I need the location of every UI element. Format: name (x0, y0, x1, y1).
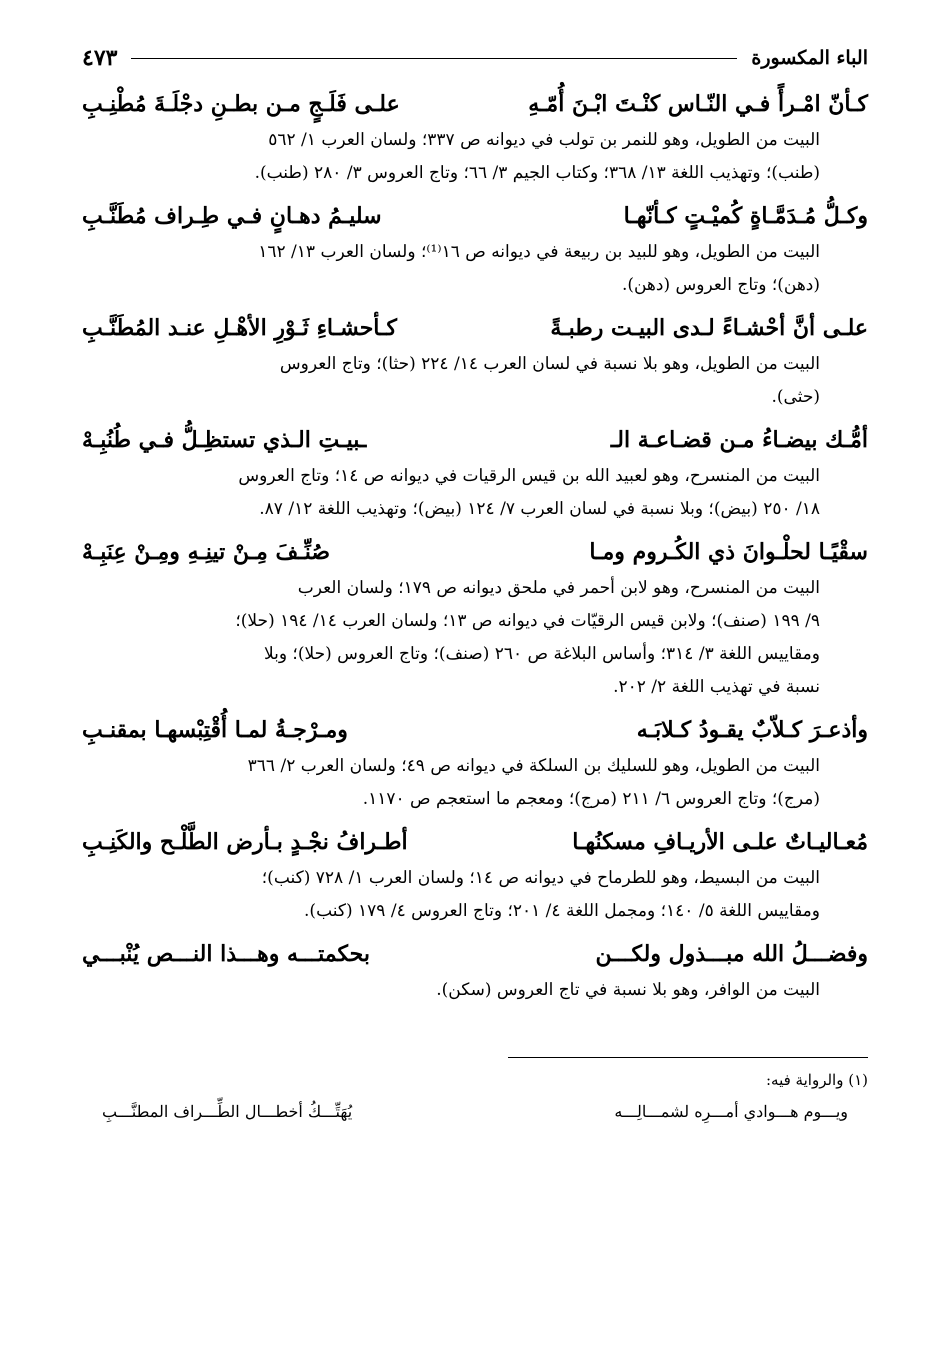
poetry-entry (82, 308, 868, 414)
footnote-label: (١) والرواية فيه: (766, 1071, 868, 1089)
verse-source-note (82, 124, 868, 190)
verse-line (82, 420, 868, 460)
poetry-entry (82, 84, 868, 190)
hemistich-second: ـبيـتِ الـذي تستظِـلُّ فـي طُنُبِـهْ (82, 427, 367, 453)
footnote (82, 1066, 868, 1130)
note-line: البيت من المنسرح، وهو لابن أحمر في ملحق ديوانه ص ١٧٩؛ ولسان العرب (297, 578, 820, 598)
hemistich-first: سقْيًـا لحلْـوانَ ذي الكُـروم ومـا (589, 539, 868, 565)
poetry-entry (82, 196, 868, 302)
hemistich-second: سليـمُ دهـانٍ فـي طِـراف مُطَنَّـبِ (82, 203, 382, 229)
note-line: ومقاييس اللغة ٥/ ١٤٠؛ ومجمل اللغة ٤/ ٢٠١؛ وتاج العروس ٤/ ١٧٩ (كنب). (304, 901, 820, 921)
verse-source-note (82, 348, 868, 414)
note-line: البيت من الطويل، وهو بلا نسبة في لسان العرب ١٤/ ٢٢٤ (حثا)؛ وتاج العروس (279, 354, 820, 374)
poetry-entry (82, 532, 868, 704)
hemistich-second: صُنِّـفَ مِـنْ تينِـهِ ومِـنْ عِنَبِـهْ (82, 539, 331, 565)
verse-line (82, 710, 868, 750)
hemistich-first: وفضـــلُ الله مبـــذول ولكـــن (595, 941, 868, 967)
page-header (82, 38, 868, 78)
note-line: (حثى). (771, 387, 820, 407)
note-line: ٩/ ١٩٩ (صنف)؛ ولابن قيس الرقيّات في ديوانه ص ١٣؛ ولسان العرب ١٤/ ١٩٤ (حلا)؛ (235, 611, 820, 631)
verse-line (82, 822, 868, 862)
poetry-entry (82, 420, 868, 526)
verse-source-note (82, 974, 868, 1007)
footnote-hemistich-1: ويـــوم هـــوادي أمـــرِه لشمـــالِـــه (614, 1102, 848, 1121)
hemistich-first: أمُّـك بيضـاءُ مـن قضـاعـة الـ (610, 427, 868, 453)
note-line: (طنب)؛ وتهذيب اللغة ١٣/ ٣٦٨؛ وكتاب الجيم ٣/ ٦٦؛ وتاج العروس ٣/ ٢٨٠ (طنب). (254, 163, 820, 183)
hemistich-second: بحكمتـــه وهـــذا النـــص يُنْبـــي (82, 941, 370, 967)
poetry-entry (82, 934, 868, 1007)
note-line: نسبة في تهذيب اللغة ٢/ ٢٠٢. (613, 677, 820, 697)
hemistich-first: علـى أنَّ أحْشـاءً لـدى البيـت رطبـةً (550, 315, 868, 341)
verse-source-note (82, 862, 868, 928)
note-line: (دهن)؛ وتاج العروس (دهن). (621, 275, 820, 295)
hemistich-first: كـأنّ امْـرأً فـي النّـاس كنْـتَ ابْـنَ أُمّـهِ (528, 91, 868, 117)
hemistich-first: مُعـاليـاتٌ علـى الأريـافِ مسكنُهـا (572, 829, 868, 855)
hemistich-second: علـى فَلَـجٍ مـن بطـنِ دجْلَـةَ مُطْنِـبِ (82, 91, 400, 117)
verse-line (82, 934, 868, 974)
note-line: ١٨/ ٢٥٠ (بيض)؛ وبلا نسبة في لسان العرب ٧/ ١٢٤ (بيض)؛ وتهذيب اللغة ١٢/ ٨٧. (259, 499, 820, 519)
note-line: ومقاييس اللغة ٣/ ٣١٤؛ وأساس البلاغة ص ٢٦٠ (صنف)؛ وتاج العروس (حلا)؛ وبلا (263, 644, 820, 664)
chapter-title: الباء المكسورة (751, 47, 868, 69)
verse-line (82, 196, 868, 236)
verse-source-note (82, 750, 868, 816)
verse-line (82, 308, 868, 348)
page-number: ٤٧٣ (82, 45, 118, 71)
footnote-rule (508, 1057, 868, 1058)
verse-source-note (82, 572, 868, 704)
verse-line (82, 532, 868, 572)
hemistich-second: كـأحشـاءِ ثَـوْرِ الأهْـلِ عنـد المُطَنَّـبِ (82, 315, 397, 341)
poetry-entry (82, 822, 868, 928)
note-line: البيت من البسيط، وهو للطرماح في ديوانه ص ١٤؛ ولسان العرب ١/ ٧٢٨ (كنب)؛ (261, 868, 820, 888)
hemistich-first: وكـلُّ مُـدَمَّـاةٍ كُميْـتٍ كـأنّهـا (623, 203, 868, 229)
note-line: البيت من الطويل، وهو للسليك بن السلكة في ديوانه ص ٤٩؛ ولسان العرب ٢/ ٣٦٦ (247, 756, 820, 776)
note-line: البيت من الوافر، وهو بلا نسبة في تاج العروس (سكن). (436, 980, 820, 1000)
poetry-entry (82, 710, 868, 816)
note-line: البيت من الطويل، وهو للبيد بن ربيعة في ديوانه ص ١٦⁽¹⁾؛ ولسان العرب ١٣/ ١٦٢ (258, 242, 820, 262)
verse-source-note (82, 236, 868, 302)
verse-line (82, 84, 868, 124)
hemistich-second: أطـرافُ نجْـدٍ بـأرض الطَّلْـح والكَنِـبِ (82, 829, 408, 855)
note-line: البيت من الطويل، وهو للنمر بن تولب في ديوانه ص ٣٣٧؛ ولسان العرب ١/ ٥٦٢ (268, 130, 820, 150)
note-line: (مرج)؛ وتاج العروس ٦/ ٢١١ (مرج)؛ ومعجم ما استعجم ص ١١٧٠. (362, 789, 820, 809)
entries (82, 84, 868, 1007)
verse-source-note (82, 460, 868, 526)
note-line: البيت من المنسرح، وهو لعبيد الله بن قيس الرقيات في ديوانه ص ١٤؛ وتاج العروس (238, 466, 820, 486)
footnote-verse (82, 1094, 868, 1130)
hemistich-second: ومـرْجـةُ لمـا أُقْتِبْسهـا بمقنـبِ (82, 717, 348, 743)
header-rule (131, 58, 737, 59)
footnote-hemistich-2: يُهَتِّـــكُ أخطـــال الطِّـــراف المطنَّـــبِ (102, 1102, 353, 1121)
hemistich-first: وأذعـرَ كـلاّبٌ يقـودُ كـلابَـه (636, 717, 868, 743)
